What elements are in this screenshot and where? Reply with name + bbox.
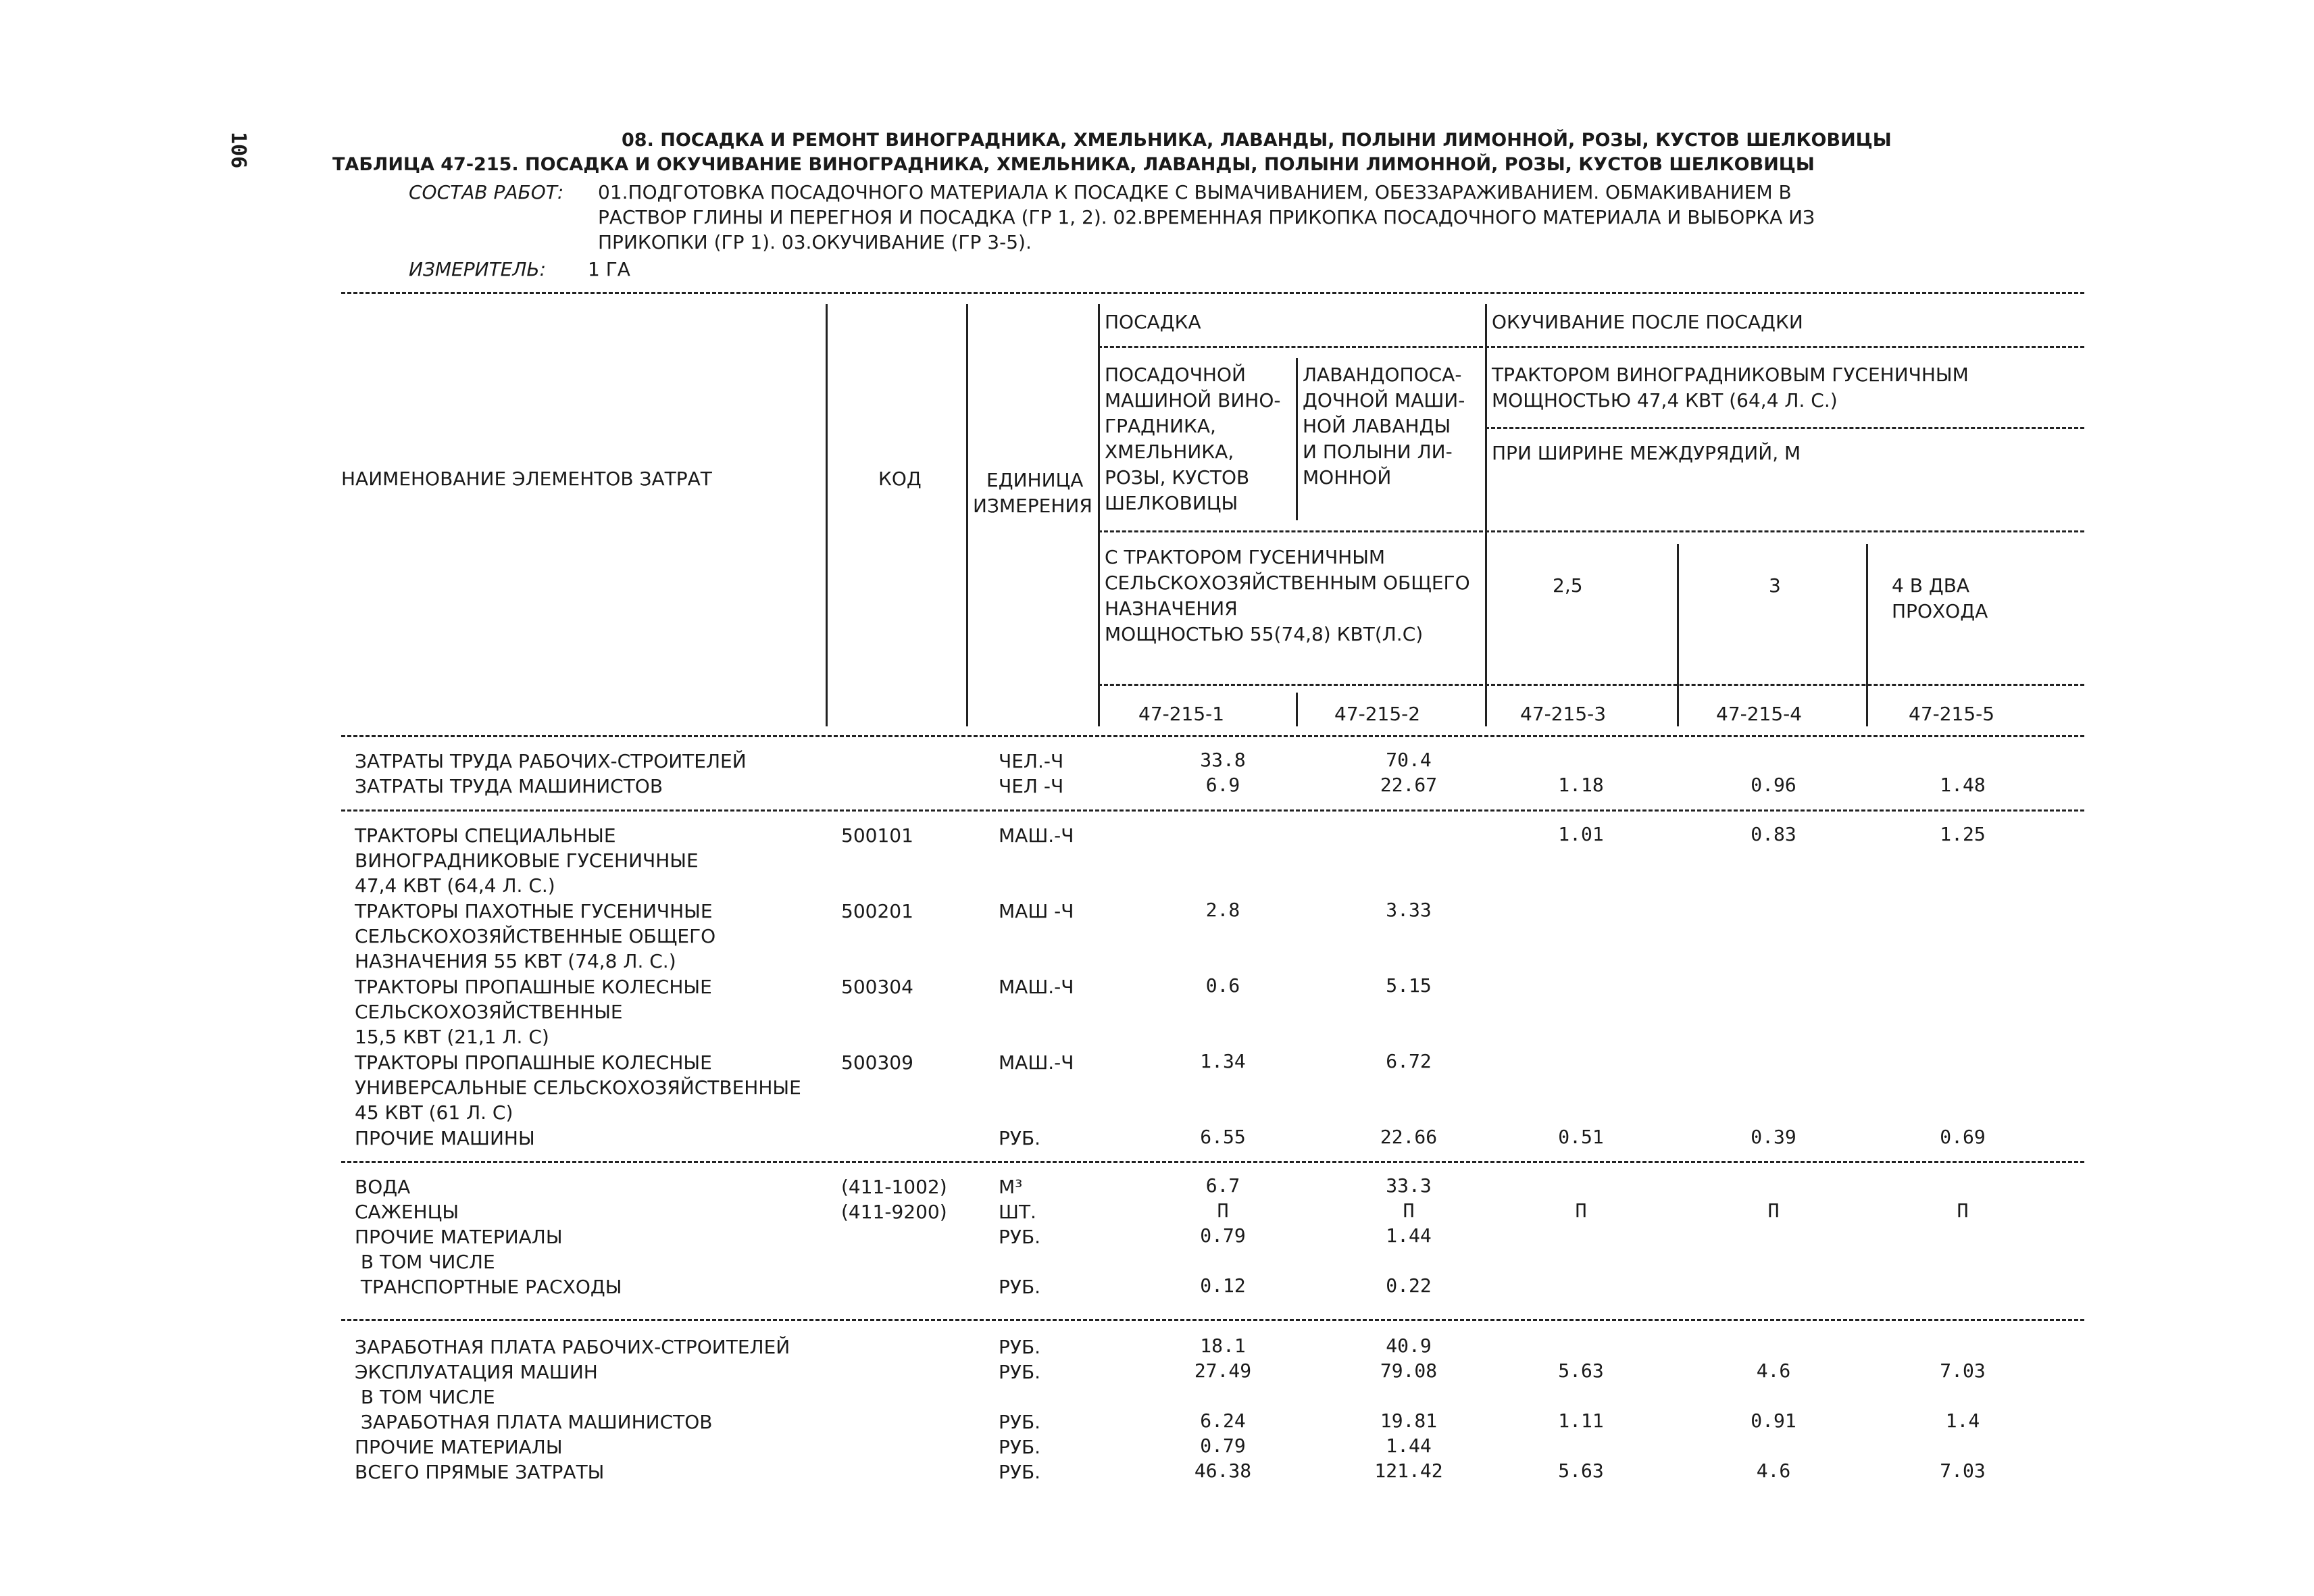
page-number: 106 — [226, 132, 250, 169]
norm-value: 0.12 — [1200, 1274, 1246, 1297]
norm-value: П — [1575, 1199, 1587, 1222]
header-rule — [1485, 346, 2084, 348]
cost-element-name: В ТОМ ЧИСЛЕ — [355, 1251, 495, 1273]
header-machine2-line: ДОЧНОЙ МАШИ- — [1303, 389, 1465, 412]
unit: РУБ. — [999, 1226, 1041, 1248]
norm-value: 4.6 — [1756, 1460, 1791, 1482]
norm-code: 47-215-1 — [1138, 703, 1225, 725]
norm-value: 27.49 — [1194, 1360, 1252, 1382]
section-title: 08. ПОСАДКА И РЕМОНТ ВИНОГРАДНИКА, ХМЕЛЬНИКА, ЛАВАНДЫ, ПОЛЫНИ ЛИМОННОЙ, РОЗЫ, КУСТОВ ШЕЛКОВИЦЫ — [622, 130, 1892, 151]
norm-value: 0.39 — [1751, 1126, 1796, 1148]
header-machine1-line: ПОСАДОЧНОЙ — [1105, 364, 1246, 386]
norm-value: 1.4 — [1945, 1410, 1980, 1432]
cost-element-name: ПРОЧИЕ МАТЕРИАЛЫ — [355, 1226, 563, 1248]
header-machine2-line: НОЙ ЛАВАНДЫ — [1303, 415, 1451, 437]
norm-value: 0.51 — [1558, 1126, 1604, 1148]
header-tractor-gus-line: НАЗНАЧЕНИЯ — [1105, 597, 1238, 620]
cost-element-name: САЖЕНЦЫ — [355, 1201, 459, 1223]
norm-value: 6.72 — [1386, 1050, 1432, 1072]
cost-element-name: УНИВЕРСАЛЬНЫЕ СЕЛЬСКОХОЗЯЙСТВЕННЫЕ — [355, 1076, 801, 1099]
norm-value: 19.81 — [1380, 1410, 1438, 1432]
norm-value: 0.22 — [1386, 1274, 1432, 1297]
cost-element-name: В ТОМ ЧИСЛЕ — [355, 1386, 495, 1408]
norm-value: 121.42 — [1374, 1460, 1443, 1482]
norm-value: 18.1 — [1200, 1335, 1246, 1357]
norm-value: 1.44 — [1386, 1435, 1432, 1457]
unit: РУБ. — [999, 1276, 1041, 1298]
meter-value: 1 ГА — [588, 258, 630, 280]
norm-value: 46.38 — [1194, 1460, 1252, 1482]
header-tractor-vin-line: МОЩНОСТЬЮ 47,4 КВТ (64,4 Л. С.) — [1492, 389, 1838, 412]
header-tractor-gus-line: СЕЛЬСКОХОЗЯЙСТВЕННЫМ ОБЩЕГО — [1105, 572, 1470, 594]
norm-value: 5.63 — [1558, 1460, 1604, 1482]
header-rule — [1485, 684, 2084, 686]
unit: М³ — [999, 1176, 1023, 1198]
norm-code: 47-215-4 — [1716, 703, 1803, 725]
header-okuch: ОКУЧИВАНИЕ ПОСЛЕ ПОСАДКИ — [1492, 311, 1803, 333]
norm-value: П — [1957, 1199, 1969, 1222]
header-rule — [1098, 684, 1483, 686]
cost-element-name: ПРОЧИЕ МАТЕРИАЛЫ — [355, 1436, 563, 1458]
header-machine1-line: МАШИНОЙ ВИНО- — [1105, 389, 1281, 412]
resource-code: 500101 — [841, 824, 913, 847]
column-divider — [826, 304, 828, 726]
group-rule — [341, 1319, 2084, 1321]
unit: РУБ. — [999, 1127, 1041, 1149]
norm-value: 0.69 — [1940, 1126, 1986, 1148]
header-width-value: 2,5 — [1553, 574, 1583, 597]
norm-value: 0.79 — [1200, 1435, 1246, 1457]
norm-value: 0.91 — [1751, 1410, 1796, 1432]
header-machine2-line: ЛАВАНДОПОСА- — [1303, 364, 1462, 386]
header-machine2-line: И ПОЛЫНИ ЛИ- — [1303, 441, 1453, 463]
unit: ШТ. — [999, 1201, 1036, 1223]
header-tractor-vin-line: ТРАКТОРОМ ВИНОГРАДНИКОВЫМ ГУСЕНИЧНЫМ — [1492, 364, 1969, 386]
header-posadka: ПОСАДКА — [1105, 311, 1201, 333]
norm-value: 6.9 — [1205, 774, 1240, 796]
norm-value: 5.15 — [1386, 974, 1432, 997]
header-machine1-line: ШЕЛКОВИЦЫ — [1105, 492, 1238, 514]
resource-code: 500304 — [841, 976, 913, 998]
norm-value: 7.03 — [1940, 1460, 1986, 1482]
cost-element-name: ТРАКТОРЫ ПРОПАШНЫЕ КОЛЕСНЫЕ — [355, 976, 712, 998]
header-bottom-rule — [341, 735, 2084, 737]
header-tractor-gus-line: МОЩНОСТЬЮ 55(74,8) КВТ(Л.С) — [1105, 623, 1424, 645]
header-width-value: ПРОХОДА — [1892, 600, 1988, 622]
header-machine2-line: МОННОЙ — [1303, 466, 1392, 489]
unit: МАШ.-Ч — [999, 824, 1074, 847]
cost-element-name: НАЗНАЧЕНИЯ 55 КВТ (74,8 Л. С.) — [355, 950, 676, 972]
resource-code: (411-9200) — [841, 1201, 947, 1223]
column-divider — [1485, 304, 1487, 726]
norm-value: 1.18 — [1558, 774, 1604, 796]
norm-value: 33.3 — [1386, 1174, 1432, 1197]
norm-value: 3.33 — [1386, 899, 1432, 921]
header-rule — [1485, 427, 2084, 429]
cost-element-name: ТРАКТОРЫ ПАХОТНЫЕ ГУСЕНИЧНЫЕ — [355, 900, 713, 922]
header-machine1-line: ХМЕЛЬНИКА, — [1105, 441, 1234, 463]
header-unit: ЕДИНИЦА — [986, 469, 1084, 491]
header-width-value: 3 — [1769, 574, 1781, 597]
norm-value: 1.44 — [1386, 1224, 1432, 1247]
norm-value: 1.11 — [1558, 1410, 1604, 1432]
unit: РУБ. — [999, 1461, 1041, 1483]
norm-value: 1.25 — [1940, 823, 1986, 845]
norm-value: 70.4 — [1386, 749, 1432, 771]
cost-element-name: СЕЛЬСКОХОЗЯЙСТВЕННЫЕ — [355, 1001, 623, 1023]
header-rule — [1098, 346, 1483, 348]
group-rule — [341, 1161, 2084, 1163]
norm-value: 33.8 — [1200, 749, 1246, 771]
column-divider — [966, 304, 968, 726]
norm-value: 0.96 — [1751, 774, 1796, 796]
header-tractor-gus-line: С ТРАКТОРОМ ГУСЕНИЧНЫМ — [1105, 546, 1386, 568]
unit: МАШ.-Ч — [999, 976, 1074, 998]
table-title: ТАБЛИЦА 47-215. ПОСАДКА И ОКУЧИВАНИЕ ВИНОГРАДНИКА, ХМЕЛЬНИКА, ЛАВАНДЫ, ПОЛЫНИ ЛИМОННОЙ, РОЗЫ, КУСТОВ ШЕЛКОВИЦЫ — [332, 154, 1815, 175]
norm-value: П — [1767, 1199, 1780, 1222]
norm-value: 2.8 — [1205, 899, 1240, 921]
header-code: КОД — [878, 468, 922, 490]
meter-label: ИЗМЕРИТЕЛЬ: — [409, 258, 547, 280]
header-unit: ИЗМЕРЕНИЯ — [973, 495, 1092, 517]
cost-element-name: ВСЕГО ПРЯМЫЕ ЗАТРАТЫ — [355, 1461, 605, 1483]
norm-value: П — [1403, 1199, 1415, 1222]
norm-value: 1.48 — [1940, 774, 1986, 796]
column-divider — [1677, 544, 1679, 726]
norm-value: 6.7 — [1205, 1174, 1240, 1197]
header-rule — [1485, 530, 2084, 532]
cost-element-name: ТРАКТОРЫ ПРОПАШНЫЕ КОЛЕСНЫЕ — [355, 1051, 712, 1074]
cost-element-name: ТРАКТОРЫ СПЕЦИАЛЬНЫЕ — [355, 824, 616, 847]
unit: РУБ. — [999, 1411, 1041, 1433]
norm-value: 6.55 — [1200, 1126, 1246, 1148]
norm-value: П — [1217, 1199, 1229, 1222]
cost-element-name: СЕЛЬСКОХОЗЯЙСТВЕННЫЕ ОБЩЕГО — [355, 925, 716, 947]
unit: РУБ. — [999, 1336, 1041, 1358]
norm-code: 47-215-2 — [1334, 703, 1421, 725]
cost-element-name: ПРОЧИЕ МАШИНЫ — [355, 1127, 535, 1149]
resource-code: (411-1002) — [841, 1176, 947, 1198]
cost-element-name: ЗАРАБОТНАЯ ПЛАТА РАБОЧИХ-СТРОИТЕЛЕЙ — [355, 1336, 790, 1358]
cost-element-name: ЗАРАБОТНАЯ ПЛАТА МАШИНИСТОВ — [355, 1411, 713, 1433]
work-line: РАСТВОР ГЛИНЫ И ПЕРЕГНОЯ И ПОСАДКА (ГР 1, 2). 02.ВРЕМЕННАЯ ПРИКОПКА ПОСАДОЧНОГО МАТЕРИАЛА И ВЫБОРКА ИЗ — [598, 206, 1815, 228]
cost-element-name: ЗАТРАТЫ ТРУДА РАБОЧИХ-СТРОИТЕЛЕЙ — [355, 750, 747, 772]
work-line: 01.ПОДГОТОВКА ПОСАДОЧНОГО МАТЕРИАЛА К ПОСАДКЕ С ВЫМАЧИВАНИЕМ, ОБЕЗЗАРАЖИВАНИЕМ. ОБМАКИВАНИЕМ В — [598, 181, 1792, 203]
unit: РУБ. — [999, 1436, 1041, 1458]
cost-element-name: ТРАНСПОРТНЫЕ РАСХОДЫ — [355, 1276, 622, 1298]
header-name: НАИМЕНОВАНИЕ ЭЛЕМЕНТОВ ЗАТРАТ — [341, 468, 712, 490]
norm-code: 47-215-3 — [1520, 703, 1607, 725]
cost-element-name: ВОДА — [355, 1176, 411, 1198]
norm-value: 1.34 — [1200, 1050, 1246, 1072]
table-top-rule — [341, 292, 2084, 294]
column-divider — [1296, 358, 1298, 520]
norm-value: 5.63 — [1558, 1360, 1604, 1382]
norm-value: 79.08 — [1380, 1360, 1438, 1382]
header-machine1-line: ГРАДНИКА, — [1105, 415, 1216, 437]
work-label: СОСТАВ РАБОТ: — [409, 181, 564, 203]
unit: МАШ.-Ч — [999, 1051, 1074, 1074]
norm-value: 40.9 — [1386, 1335, 1432, 1357]
column-divider — [1866, 544, 1868, 726]
norm-value: 7.03 — [1940, 1360, 1986, 1382]
norm-value: 0.79 — [1200, 1224, 1246, 1247]
norm-value: 6.24 — [1200, 1410, 1246, 1432]
header-rule — [1098, 530, 1483, 532]
cost-element-name: 45 КВТ (61 Л. С) — [355, 1101, 513, 1124]
norm-code: 47-215-5 — [1909, 703, 1995, 725]
norm-value: 0.83 — [1751, 823, 1796, 845]
resource-code: 500201 — [841, 900, 913, 922]
work-line: ПРИКОПКИ (ГР 1). 03.ОКУЧИВАНИЕ (ГР 3-5). — [598, 231, 1032, 253]
header-width-value: 4 В ДВА — [1892, 574, 1970, 597]
norm-value: 0.6 — [1205, 974, 1240, 997]
norm-value: 22.66 — [1380, 1126, 1438, 1148]
column-divider — [1098, 304, 1100, 726]
header-machine1-line: РОЗЫ, КУСТОВ — [1105, 466, 1250, 489]
norm-value: 1.01 — [1558, 823, 1604, 845]
unit: ЧЕЛ -Ч — [999, 775, 1064, 797]
norm-value: 22.67 — [1380, 774, 1438, 796]
resource-code: 500309 — [841, 1051, 913, 1074]
cost-element-name: ЗАТРАТЫ ТРУДА МАШИНИСТОВ — [355, 775, 663, 797]
norm-value: 4.6 — [1756, 1360, 1791, 1382]
header-width: ПРИ ШИРИНЕ МЕЖДУРЯДИЙ, М — [1492, 442, 1801, 464]
group-rule — [341, 809, 2084, 812]
column-divider — [1296, 693, 1298, 726]
cost-element-name: ВИНОГРАДНИКОВЫЕ ГУСЕНИЧНЫЕ — [355, 849, 699, 872]
cost-element-name: 15,5 КВТ (21,1 Л. С) — [355, 1026, 549, 1048]
cost-element-name: ЭКСПЛУАТАЦИЯ МАШИН — [355, 1361, 598, 1383]
unit: ЧЕЛ.-Ч — [999, 750, 1064, 772]
unit: МАШ -Ч — [999, 900, 1074, 922]
unit: РУБ. — [999, 1361, 1041, 1383]
cost-element-name: 47,4 КВТ (64,4 Л. С.) — [355, 874, 555, 897]
